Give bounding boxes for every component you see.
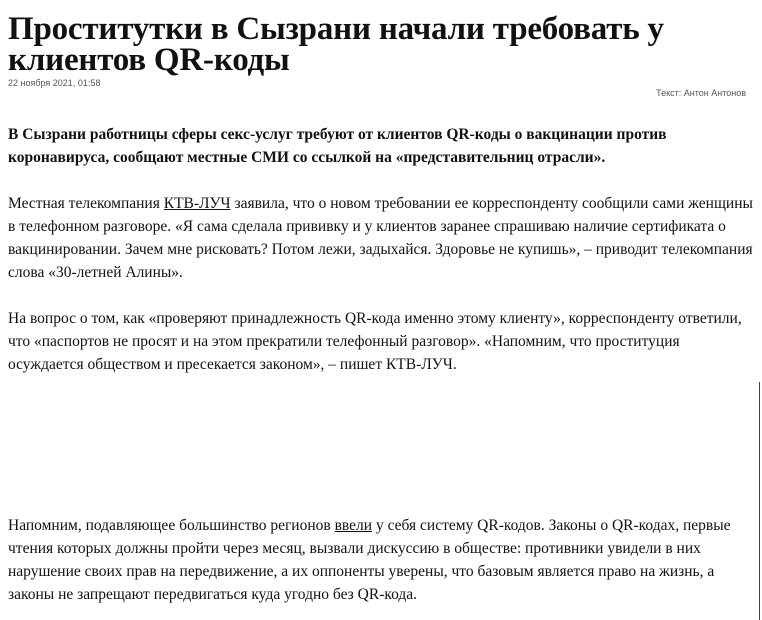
article-title: Проститутки в Сызрани начали требовать у клиентов QR-коды [8, 11, 664, 78]
vveli-link[interactable]: ввели [334, 517, 373, 534]
article-lead: В Сызрани работницы сферы секс-услуг требуют от клиентов QR-коды о вакцинации против коронавируса, сообщают местные СМИ со ссылкой на «представительниц отрасли». [8, 126, 667, 166]
article-paragraph-3 [8, 514, 754, 606]
article-meta [8, 76, 754, 98]
ktv-luch-link[interactable]: КТВ-ЛУЧ [163, 195, 231, 212]
publish-date: 22 ноября 2021, 01:58 [8, 78, 101, 88]
article-paragraph-2: На вопрос о том, как «проверяют принадлежность QR-кода именно этому клиенту», корреспонденту ответили, что «паспортов не просят и на этом прекратили телефонный разговор». «Напомним, что проституция осуждается обществом и пресекается законом», – пишет КТВ-ЛУЧ. [8, 310, 742, 373]
author-credit: Текст: Антон Антонов [656, 88, 746, 98]
paragraph-text: у себя систему QR-кодов. Законы о QR-кодах, первые чтения которых должны пройти через месяц, вызвали дискуссию в обществе: противники увидели в них нарушение своих прав на передвижение, а их оппоненты уверены, что базовым является право на жизнь, а законы не запрещают передвигаться куда угодно без QR-кода. [8, 517, 731, 603]
article-paragraph-1 [8, 192, 754, 284]
article [8, 0, 754, 606]
paragraph-text: Местная телекомпания [8, 195, 164, 212]
paragraph-text: Напомним, подавляющее большинство регионов [8, 517, 335, 534]
column-divider [759, 382, 760, 620]
paragraph-text: заявила, что о новом требовании ее корреспонденту сообщили сами женщины в телефонном разговоре. «Я сама сделала прививку и у клиентов заранее спрашиваю наличие сертификата о вакцинировании. Зачем мне рисковать? Потом лежи, задыхайся. Здоровье не купишь», – приводит телекомпания слова «30-летней Алины». [8, 195, 753, 281]
